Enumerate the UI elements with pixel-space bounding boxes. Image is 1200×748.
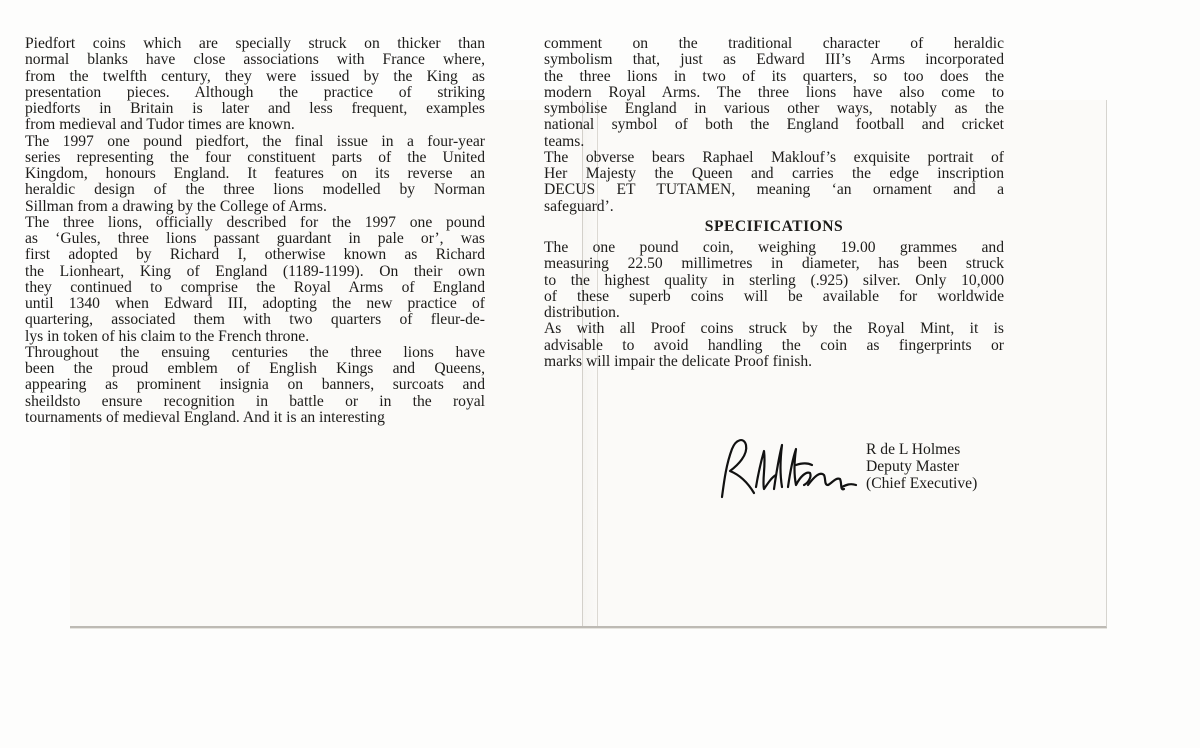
text-line: Piedfort coins which are specially struck on thicker than (25, 35, 485, 52)
text-line: the Lionheart, King of England (1189-1199). On their own (25, 262, 485, 280)
text-line: Sillman from a drawing by the College of Arms. (25, 197, 327, 215)
text-line: symbolise England in various other ways, notably as the (544, 100, 1004, 117)
text-line: first adopted by Richard I, otherwise known as Richard (25, 246, 485, 264)
text-line: Her Majesty the Queen and carries the edge inscription (544, 165, 1004, 182)
right-panel-text (544, 36, 1004, 370)
right-panel-intro (544, 36, 1004, 215)
text-line: they continued to comprise the Royal Arms of England (25, 278, 485, 296)
text-line: piedforts in Britain is later and less frequent, examples (25, 100, 485, 117)
text-line: series representing the four constituent parts of the United (25, 148, 485, 166)
text-line: the three lions in two of its quarters, so too does the (544, 67, 1004, 85)
text-line: measuring 22.50 millimetres in diameter, has been struck (544, 255, 1004, 273)
text-line: The 1997 one pound piedfort, the final issue in a four-year (25, 132, 485, 150)
text-line: comment on the traditional character of heraldic (544, 35, 1004, 52)
specifications-heading: SPECIFICATIONS (704, 217, 844, 235)
text-line: advisable to avoid handling the coin as fingerprints or (544, 336, 1004, 354)
text-line: national symbol of both the England football and cricket (544, 116, 1004, 134)
text-line: tournaments of medieval England. And it is an interesting (25, 408, 385, 426)
text-line: Throughout the ensuing centuries the three lions have (25, 343, 485, 361)
text-line: appearing as prominent insignia on banners, surcoats and (25, 376, 485, 394)
text-line: quartering, associated them with two quarters of fleur-de- (25, 311, 485, 329)
signature-block (710, 427, 1010, 507)
text-line: of these superb coins will be available for worldwide (544, 287, 1004, 305)
signatory-title: Deputy Master (866, 458, 960, 475)
text-line: The obverse bears Raphael Maklouf’s exquisite portrait of (544, 148, 1004, 166)
text-line: heraldic design of the three lions modelled by Norman (25, 181, 485, 199)
text-line: symbolism that, just as Edward III’s Arms incorporated (544, 51, 1004, 69)
text-line: until 1340 when Edward III, adopting the new practice of (25, 295, 485, 312)
signatory-name: R de L Holmes (866, 441, 961, 458)
text-line: to the highest quality in sterling (.925) silver. Only 10,000 (544, 271, 1004, 289)
text-line: teams. (544, 132, 585, 150)
text-line: modern Royal Arms. The three lions have also come to (544, 83, 1004, 101)
text-line: sheildsto ensure recognition in battle or in the royal (25, 392, 485, 410)
text-line: lys in token of his claim to the French throne. (25, 327, 310, 345)
text-line: DECUS ET TUTAMEN, meaning ‘an ornament and a (544, 181, 1004, 199)
text-line: distribution. (544, 304, 620, 321)
text-line: marks will impair the delicate Proof finish. (544, 352, 813, 370)
text-line: The one pound coin, weighing 19.00 grammes and (544, 239, 1004, 256)
signatory-details (866, 441, 977, 492)
left-panel-text (25, 36, 485, 426)
text-line: The three lions, officially described for the 1997 one pound (25, 213, 485, 231)
text-line: from the twelfth century, they were issued by the King as (25, 67, 485, 85)
text-line: Kingdom, honours England. It features on its reverse an (25, 165, 485, 182)
text-line: As with all Proof coins struck by the Royal Mint, it is (544, 320, 1004, 338)
text-line: from medieval and Tudor times are known. (25, 116, 295, 134)
handwritten-signature (710, 427, 860, 507)
text-line: safeguard’. (544, 197, 614, 215)
text-line: presentation pieces. Although the practice of striking (25, 83, 485, 101)
text-line: as ‘Gules, three lions passant guardant in pale or’, was (25, 230, 485, 247)
text-line: been the proud emblem of English Kings and Queens, (25, 360, 485, 377)
specifications-body (544, 240, 1004, 370)
signatory-role: (Chief Executive) (866, 475, 978, 492)
text-line: normal blanks have close associations with France where, (25, 51, 485, 69)
